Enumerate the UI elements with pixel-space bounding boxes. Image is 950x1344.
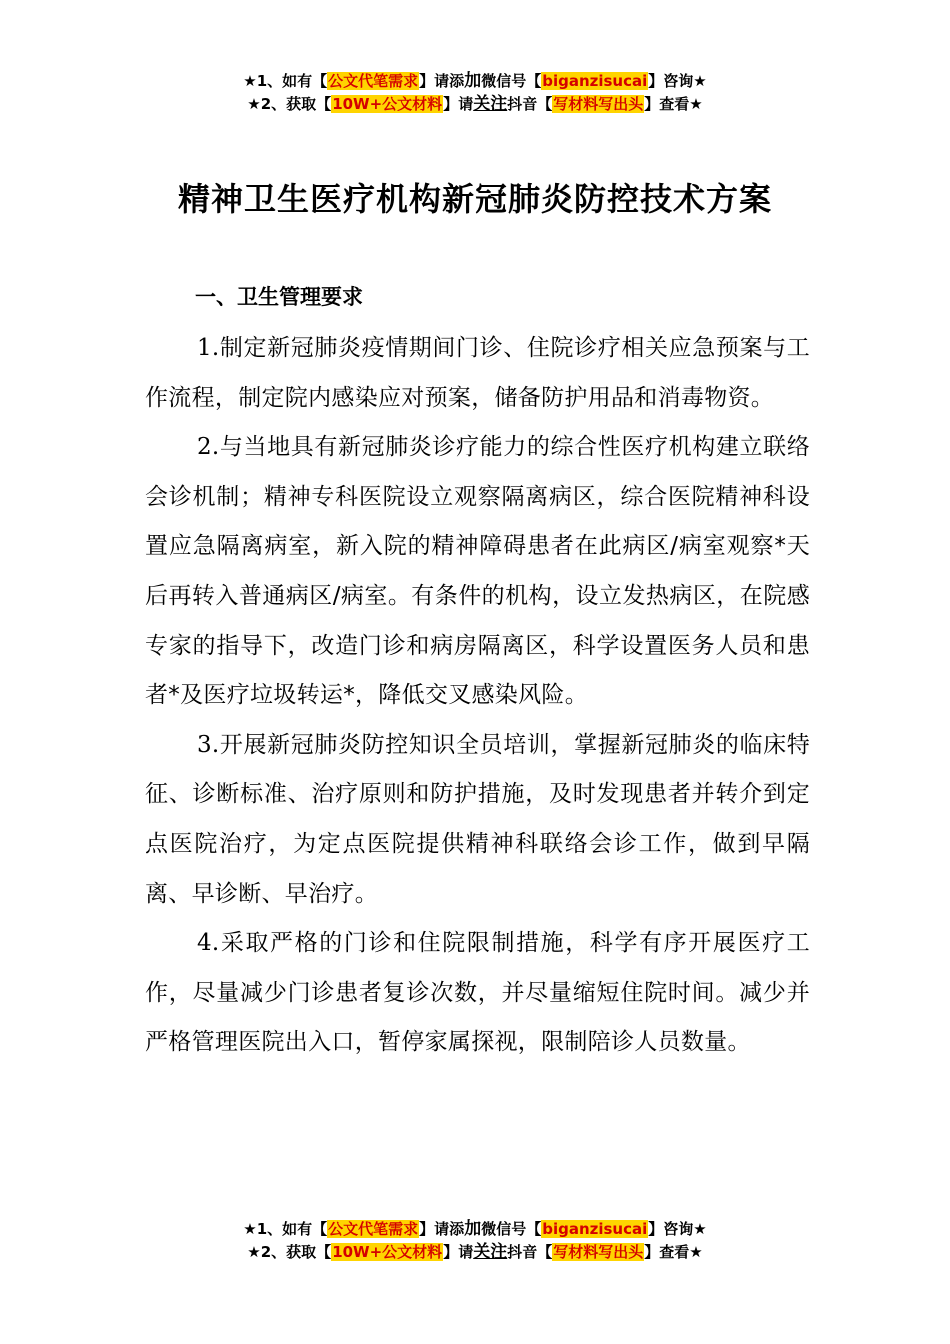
banner-text: ★1、如有【 [243,72,328,90]
banner-text: 】请 [443,1243,474,1261]
paragraph-number: 3. [197,731,220,758]
banner-douyin-name: 写材料写出头 [553,1243,644,1261]
header-banner [0,70,950,116]
paragraph-3 [145,721,810,919]
section-heading: 一、卫生管理要求 [195,285,363,309]
banner-line-1 [0,1218,950,1241]
paragraph-number: 4. [197,930,220,957]
banner-line-1 [0,70,950,93]
banner-text: ★2、获取【 [247,1243,332,1261]
paragraph-number: 2. [197,434,220,461]
paragraph-number: 1. [197,335,220,361]
banner-text: 】咨询★ [648,72,707,90]
banner-emphasis: 关注 [473,1242,508,1262]
banner-text: 】咨询★ [648,1220,707,1238]
banner-wechat-id: biganzisucai [542,72,648,90]
banner-text: 抖音【 [507,1243,553,1261]
banner-highlight: 公文代笔需求 [328,72,419,90]
paragraph-text: 制定新冠肺炎疫情期间门诊、住院诊疗相关应急预案与工作流程，制定院内感染应对预案，储备防护用品和消毒物资。 [145,335,810,411]
document-title: 精神卫生医疗机构新冠肺炎防控技术方案 [177,180,772,218]
banner-text: 抖音【 [507,95,553,113]
paragraph-text: 开展新冠肺炎防控知识全员培训，掌握新冠肺炎的临床特征、诊断标准、治疗原则和防护措施，及时发现患者并转介到定点医院治疗，为定点医院提供精神科联络会诊工作，做到早隔离、早诊断、早治疗。 [145,731,810,907]
banner-highlight: 10W+公文材料 [332,1243,443,1261]
banner-douyin-name: 写材料写出头 [553,95,644,113]
banner-text: 】查看★ [644,1243,703,1261]
banner-emphasis: 关注 [473,94,508,114]
banner-text: 微信号【 [481,72,542,90]
banner-text: 】请添 [419,72,465,90]
paragraph-4 [145,919,810,1068]
paragraph-1 [145,324,810,423]
banner-text: 】请添 [419,1220,465,1238]
document-body [145,278,810,1068]
banner-line-2 [0,93,950,116]
banner-emphasis: 加 [464,1219,482,1239]
banner-highlight: 10W+公文材料 [332,95,443,113]
banner-text: ★1、如有【 [243,1220,328,1238]
paragraph-2 [145,423,810,721]
paragraph-text: 采取严格的门诊和住院限制措施，科学有序开展医疗工作，尽量减少门诊患者复诊次数，并尽量缩短住院时间。减少并严格管理医院出入口，暂停家属探视，限制陪诊人员数量。 [145,930,810,1056]
paragraph-text: 与当地具有新冠肺炎诊疗能力的综合性医疗机构建立联络会诊机制；精神专科医院设立观察隔离病区，综合医院精神科设置应急隔离病室，新入院的精神障碍患者在此病区/病室观察*天后再转入普通病区/病室。有条件的机构，设立发热病区，在院感专家的指导下，改造门诊和病房隔离区，科学设置医务人员和患者*及医疗垃圾转运*，降低交叉感染风险。 [145,434,810,709]
banner-text: 微信号【 [481,1220,542,1238]
banner-text: 】请 [443,95,474,113]
banner-text: 】查看★ [644,95,703,113]
footer-banner [0,1218,950,1264]
banner-highlight: 公文代笔需求 [328,1220,419,1238]
banner-wechat-id: biganzisucai [542,1220,648,1238]
banner-text: ★2、获取【 [247,95,332,113]
banner-line-2 [0,1241,950,1264]
banner-emphasis: 加 [464,71,482,91]
